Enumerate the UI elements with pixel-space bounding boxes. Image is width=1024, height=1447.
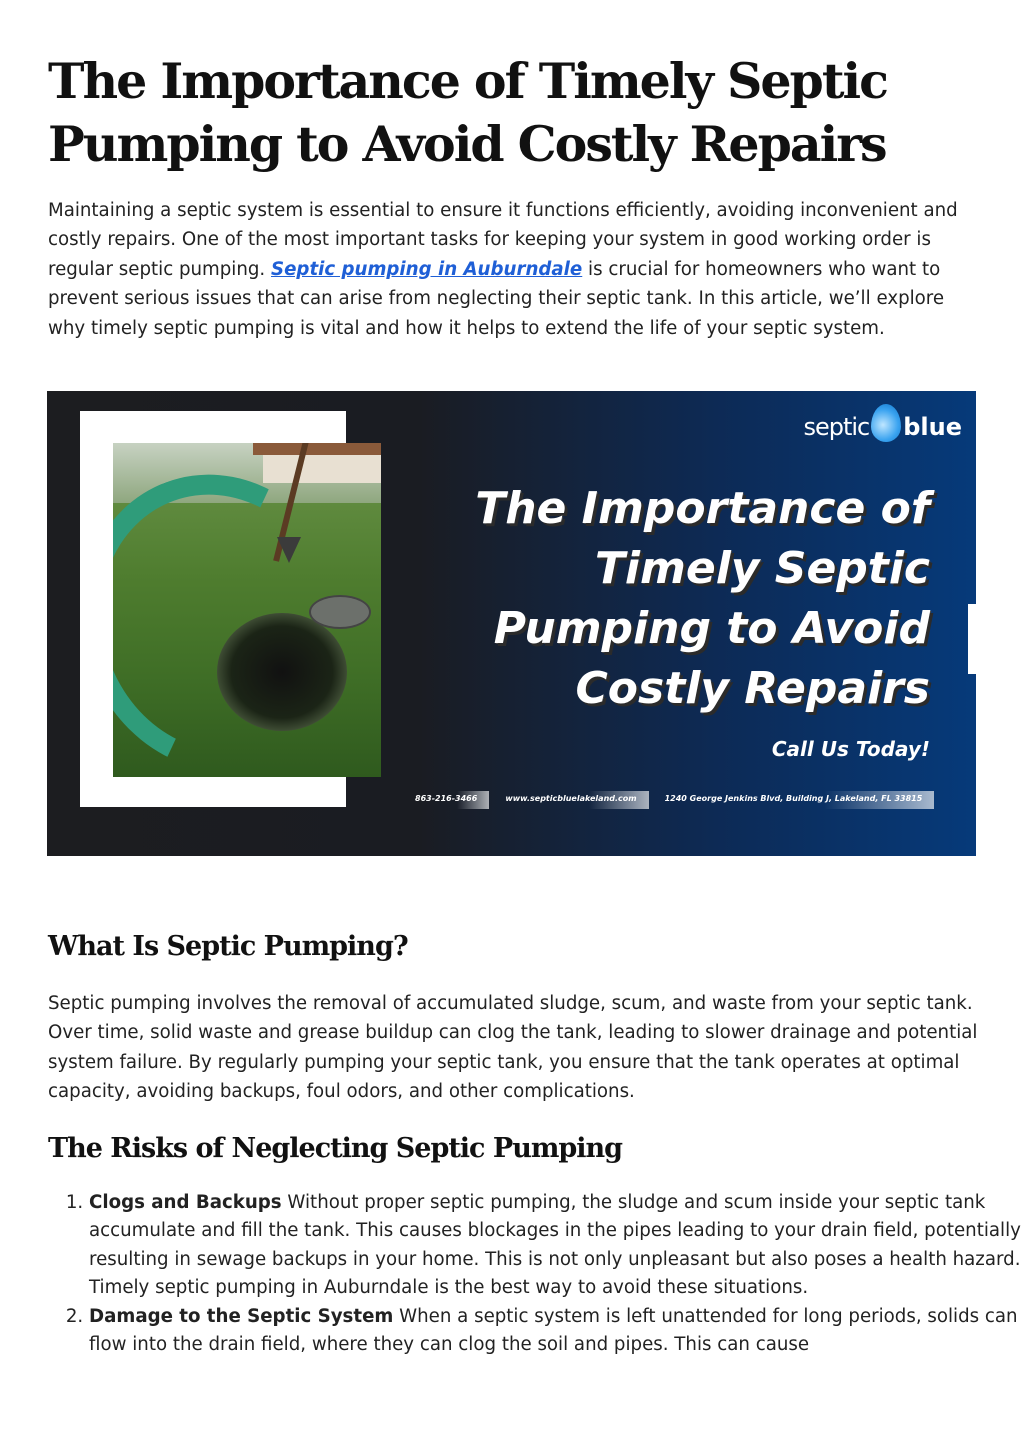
intro-text-after: is crucial for homeowners who want to prevent serious issues that can arise from neglecting their septic tank. In this article, we’ll explore why timely septic pumping is vital and how it helps to extend the life of your septic system.	[48, 258, 945, 339]
banner-contact-strip	[409, 791, 934, 809]
logo-word-blue: blue	[903, 413, 962, 441]
section-what-is-body: Septic pumping involves the removal of accumulated sludge, scum, and waste from your septic tank. Over time, solid waste and grease buildup can clog the tank, leading to slower drainage and potential system failure. By regularly pumping your septic tank, you ensure that the tank operates at optimal capacity, avoiding backups, foul odors, and other complications.	[48, 993, 978, 1103]
risk-label: Damage to the Septic System	[89, 1305, 394, 1327]
banner-headline	[390, 479, 930, 719]
banner-headline-line: The Importance of	[475, 483, 930, 534]
risk-text: When a septic system is left unattended for long periods, solids can flow into the drain field, where they can clog the soil and pipes. This can cause	[89, 1305, 1018, 1356]
hero-banner-image	[47, 391, 976, 856]
banner-side-tab	[968, 604, 976, 674]
risk-label: Clogs and Backups	[89, 1192, 282, 1213]
banner-website: www.septicbluelakeland.com	[499, 791, 648, 809]
photo-probe-tip	[277, 537, 301, 563]
banner-headline-line: Timely Septic	[594, 543, 930, 594]
banner-call-to-action: Call Us Today!	[771, 737, 930, 761]
banner-address: 1240 George Jenkins Blvd, Building J, Lakeland, FL 33815	[659, 791, 935, 809]
septic-blue-logo	[803, 399, 962, 455]
banner-headline-line: Pumping to Avoid	[493, 603, 930, 654]
photo-roof	[253, 443, 381, 455]
intro-paragraph	[48, 196, 983, 343]
article-title: The Importance of Timely Septic Pumping to Avoid Costly Repairs	[48, 52, 887, 173]
banner-headline-line: Costly Repairs	[575, 663, 930, 714]
list-item	[89, 1303, 1024, 1360]
risk-text: Without proper septic pumping, the sludge and scum inside your septic tank accumulate and fill the tank. This causes blockages in the pipes leading to your drain field, potentially resulting in sewage backups in your home. This is not only unpleasant but also poses a health hazard. Timely septic pumping in Auburndale is the best way to avoid these situations.	[89, 1192, 1021, 1299]
water-drop-icon	[871, 404, 901, 442]
section-heading-risks: The Risks of Neglecting Septic Pumping	[48, 1133, 623, 1164]
list-item	[89, 1189, 1024, 1303]
septic-tank-photo	[113, 443, 381, 777]
risks-list	[48, 1189, 1024, 1359]
banner-phone: 863-216-3466	[409, 791, 489, 809]
logo-word-septic: septic	[803, 413, 870, 441]
section-heading-what-is: What Is Septic Pumping?	[48, 931, 408, 962]
septic-pumping-auburndale-link[interactable]: Septic pumping in Auburndale	[271, 258, 583, 280]
intro-text-before: Maintaining a septic system is essential to ensure it functions efficiently, avoiding inconvenient and costly repairs. One of the most important tasks for keeping your system in good working order is regular septic pumping.	[48, 200, 958, 280]
